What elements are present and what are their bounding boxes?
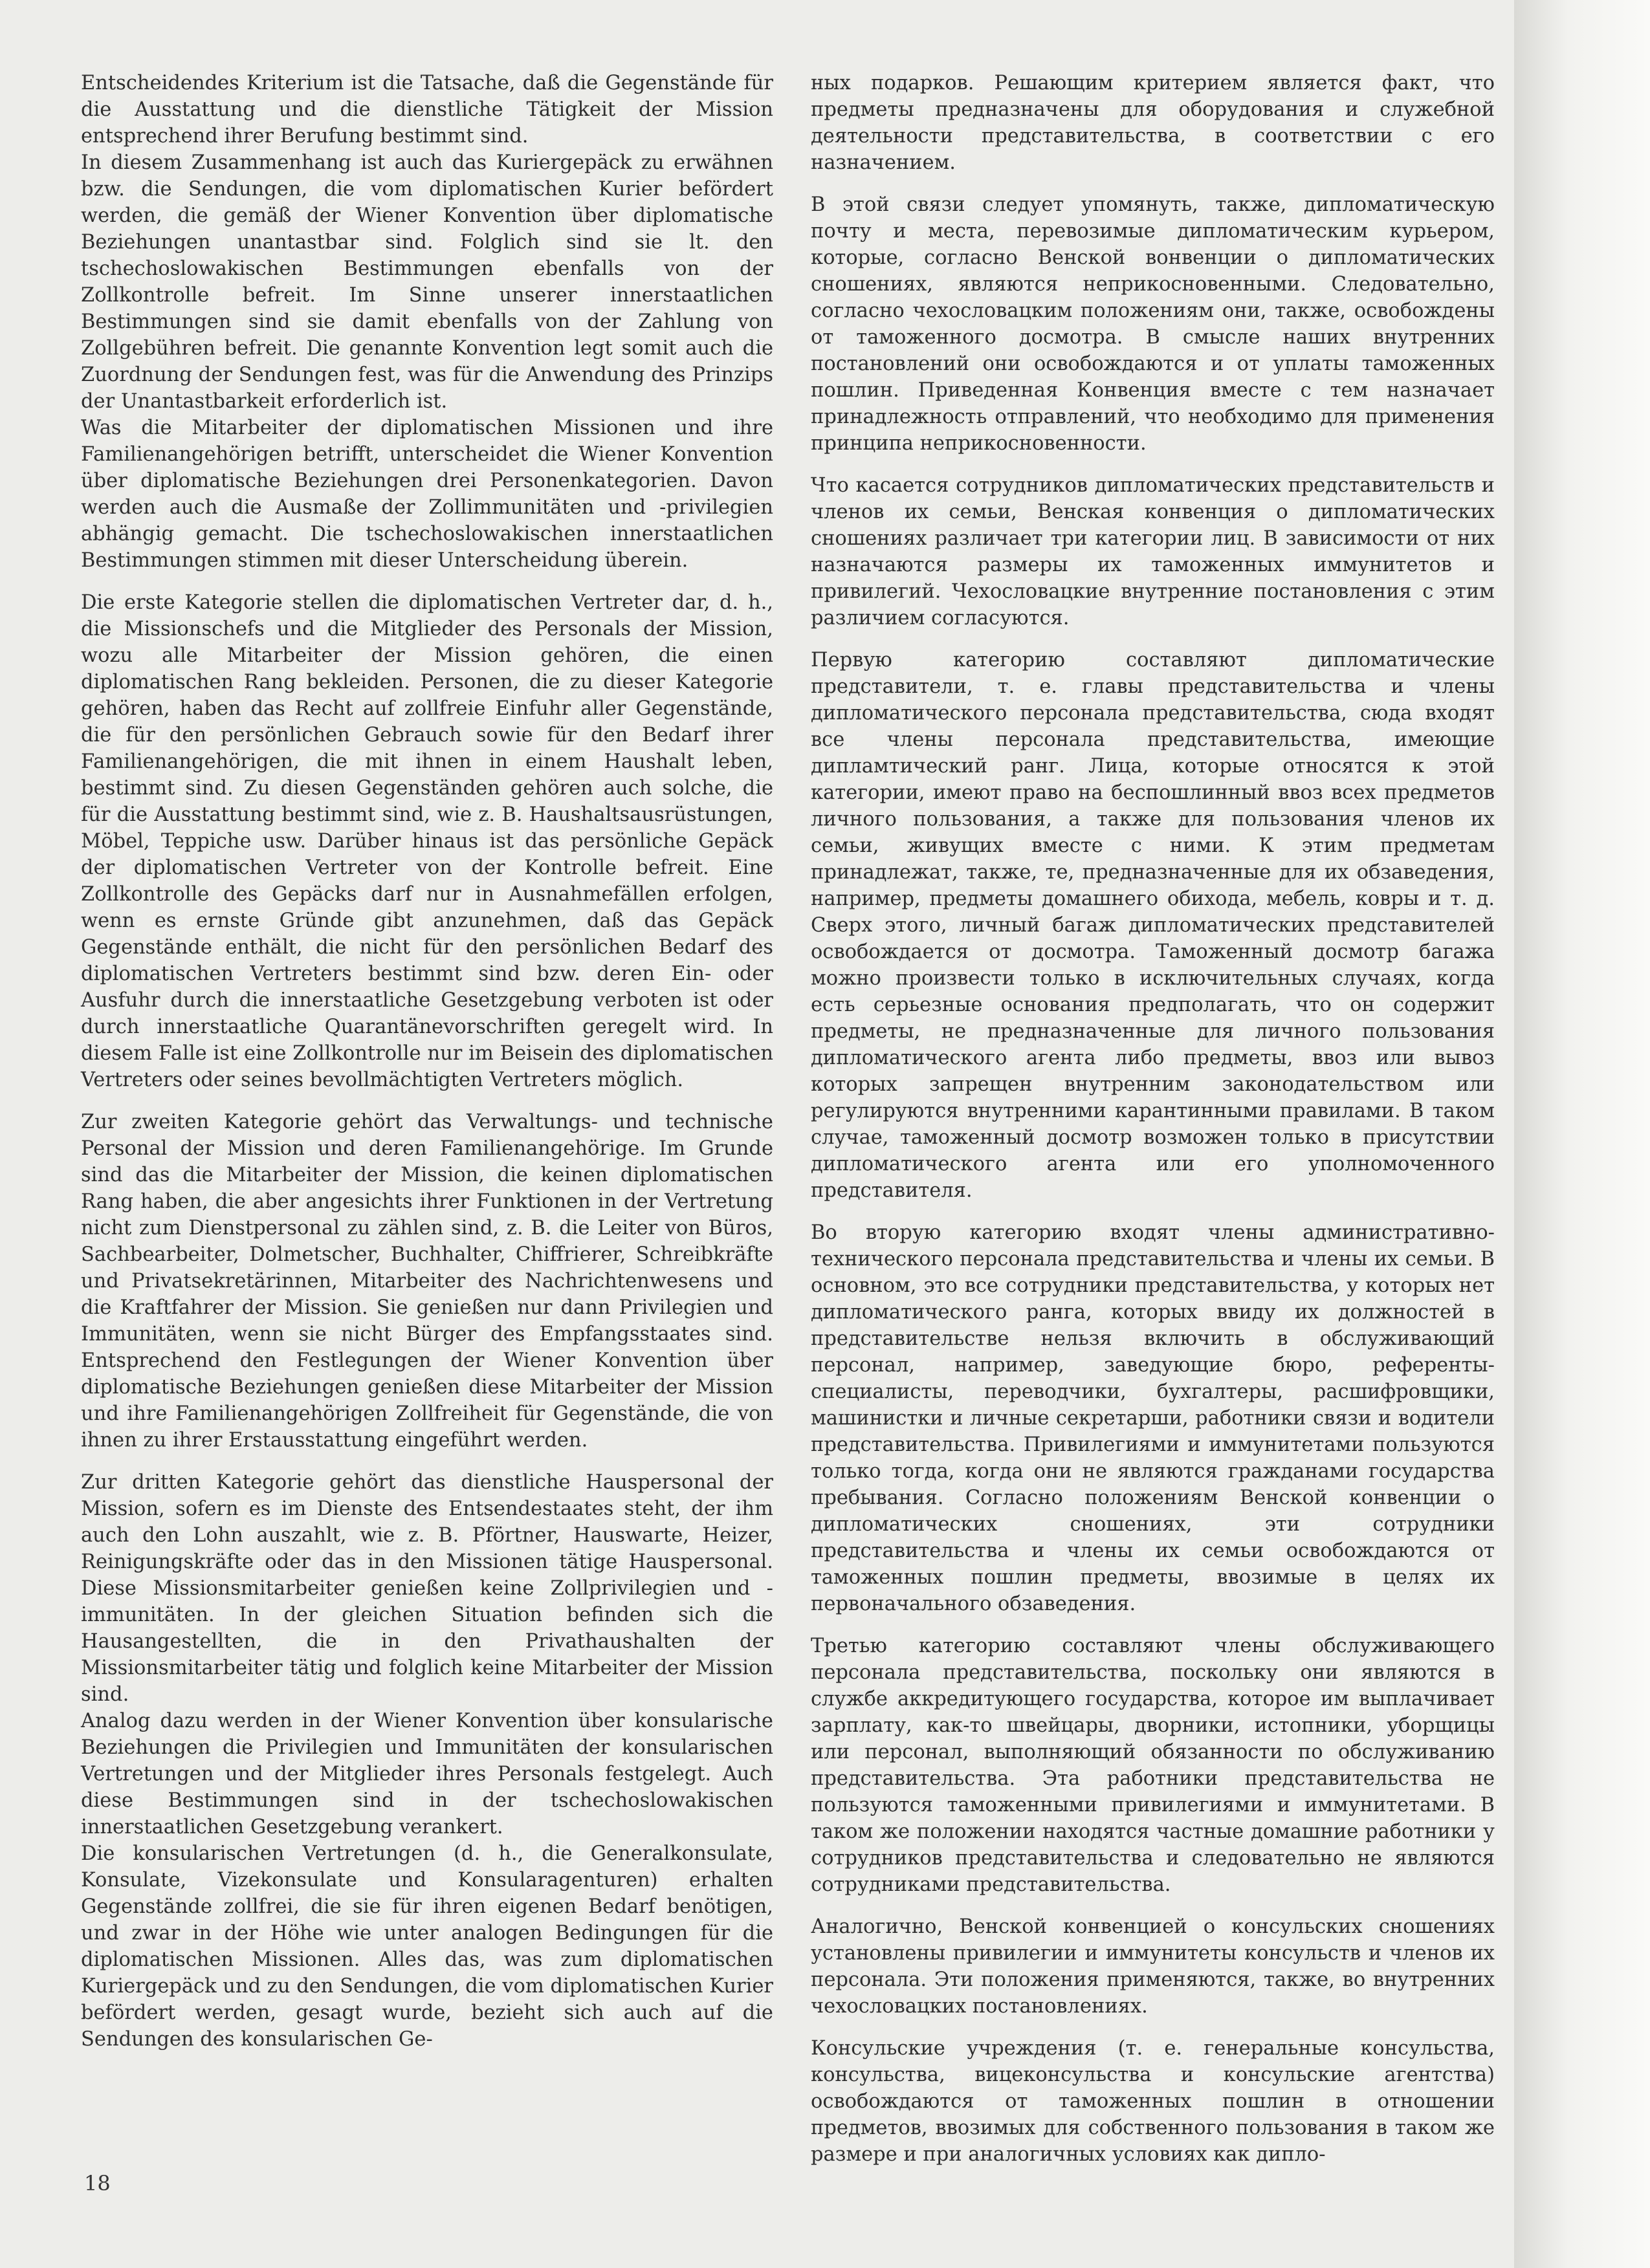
paragraph-ru-7: Аналогично, Венской конвенцией о консульских сношениях установлены привилегии и иммунитеты консульств и членов их персонала. Эти положения применяются, также, во внутренних чехословацких постановлениях. bbox=[811, 1915, 1495, 2018]
paragraph-ru-4: Первую категорию составляют дипломатические представители, т. е. главы представительства и члены дипломатического персонала представительства, сюда входят все члены персонала представительства, имеющие дипламтический ранг. Лица, которые относятся к этой категории, имеют право на беспошлинный ввоз всех предметов личного пользования, а также для пользования членов их семьи, живущих вместе с ними. К этим предметам принадлежат, также, те, предназначенные для их обзаведения, например, предметы домашнего обихода, мебель, ковры и т. д. Сверх этого, личный багаж дипломатических представителей освобождается от досмотра. Таможенный досмотр багажа можно произвести только в исключительных случаях, когда есть серьезные основания предполагать, что он содержит предметы, не предназначенные для личного пользования дипломатического агента либо предметы, ввоз или вывоз которых запрещен внутренним законодательством или регулируются внутренними карантинными правилами. В таком случае, таможенный досмотр возможен только в присутствии дипломатического агента или его уполномоченного представителя. bbox=[811, 649, 1495, 1202]
paragraph-ru-3: Что касается сотрудников дипломатических представительств и членов их семьи, Венская конвенция о дипломатических сношениях различает три категории лиц. В зависимости от них назначаются размеры их таможенных иммунитетов и привилегий. Чехословацкие внутренние постановления с этим различием согласуются. bbox=[811, 474, 1495, 629]
paragraph-ru-2: В этой связи следует упомянуть, также, дипломатическую почту и места, перевозимые дипломатическим курьером, которые, согласно Венской вонвенции о дипломатических сношениях, являются неприкосновенными. Следовательно, согласно чехословацким положениям они, также, освобождены от таможенного досмотра. В смысле наших внутренних постановлений они освобождаются и от уплаты таможенных пошлин. Приведенная Конвенция вместе с тем назначает принадлежность отправлений, что необходимо для применения принципа неприкосновенности. bbox=[811, 193, 1495, 455]
page-number: 18 bbox=[84, 2171, 111, 2196]
paragraph-de-1: Entscheidendes Kriterium ist die Tatsache, daß die Gegenstände für die Ausstattung und die dienstliche Tätigkeit der Mission entsprechend ihrer Berufung bestimmt sind. bbox=[81, 72, 773, 147]
paragraph-de-2: In diesem Zusammenhang ist auch das Kuriergepäck zu erwähnen bzw. die Sendungen, die vom diplomatischen Kurier befördert werden, die gemäß der Wiener Konvention über diplomatische Beziehungen unantastbar sind. Folglich sind sie lt. den tschechoslowakischen Bestimmungen ebenfalls von der Zollkontrolle befreit. Im Sinne unserer innerstaatlichen Bestimmungen sind sie damit ebenfalls von der Zahlung von Zollgebühren befreit. Die genannte Konvention legt somit auch die Zuordnung der Sendungen fest, was für die Anwendung des Prinzips der Unantastbarkeit erforderlich ist. bbox=[81, 151, 773, 413]
paragraph-ru-8: Консульские учреждения (т. е. генеральные консульства, консульства, вицеконсульства и консульские агентства) освобождаются от таможенных пошлин в отношении предметов, ввозимых для собственного пользования в таком же размере и при аналогичных условиях как дипло- bbox=[811, 2037, 1495, 2166]
paragraph-de-8: Die konsularischen Vertretungen (d. h., die Generalkonsulate, Konsulate, Vizekonsulate und Konsularagenturen) erhalten Gegenstände zollfrei, die sie für ihren eigenen Bedarf benötigen, und zwar in der Höhe wie unter analogen Bedingungen für die diplomatischen Missionen. Alles das, was zum diplomatischen Kuriergepäck und zu den Sendungen, die vom diplomatischen Kurier befördert werden, gesagt wurde, bezieht sich auch auf die Sendungen des konsularischen Ge- bbox=[81, 1842, 773, 2051]
paragraph-de-4: Die erste Kategorie stellen die diplomatischen Vertreter dar, d. h., die Missionschefs und die Mitglieder des Personals der Mission, wozu alle Mitarbeiter der Mission gehören, die einen diplomatischen Rang bekleiden. Personen, die zu dieser Kategorie gehören, haben das Recht auf zollfreie Einfuhr aller Gegenstände, die für den persönlichen Gebrauch sowie für den Bedarf ihrer Familienangehörigen, die mit ihnen in einem Haushalt leben, bestimmt sind. Zu diesen Gegenständen gehören auch solche, die für die Ausstattung bestimmt sind, wie z. B. Haushaltsausrüstungen, Möbel, Teppiche usw. Darüber hinaus ist das persönliche Gepäck der diplomatischen Vertreter von der Kontrolle befreit. Eine Zollkontrolle des Gepäcks darf nur in Ausnahmefällen erfolgen, wenn es ernste Gründe gibt anzunehmen, daß das Gepäck Gegenstände enthält, die nicht für den persönlichen Bedarf des diplomatischen Vertreters bestimmt sind bzw. deren Ein- oder Ausfuhr durch die innerstaatliche Gesetzgebung verboten ist oder durch innerstaatliche Quarantänevorschriften geregelt wird. In diesem Falle ist eine Zollkontrolle nur im Beisein des diplomatischen Vertreters oder seines bevollmächtigten Vertreters möglich. bbox=[81, 591, 773, 1091]
paragraph-de-5: Zur zweiten Kategorie gehört das Verwaltungs- und technische Personal der Mission und deren Familienangehörige. Im Grunde sind das die Mitarbeiter der Mission, die keinen diplomatischen Rang haben, die aber angesichts ihrer Funktionen in der Vertretung nicht zum Dienstpersonal zu zählen sind, z. B. die Leiter von Büros, Sachbearbeiter, Dolmetscher, Buchhalter, Chiffrierer, Schreibkräfte und Privatsekretärinnen, Mitarbeiter des Nachrichtenwesens und die Kraftfahrer der Mission. Sie genießen nur dann Privilegien und Immunitäten, wenn sie nicht Bürger des Empfangsstaates sind. Entsprechend den Festlegungen der Wiener Konvention über diplomatische Beziehungen genießen diese Mitarbeiter der Mission und ihre Familienangehörigen Zollfreiheit für Gegenstände, die von ihnen zu ihrer Erstausstattung eingeführt werden. bbox=[81, 1111, 773, 1452]
paragraph-de-7: Analog dazu werden in der Wiener Konvention über konsularische Beziehungen die Privilegien und Immunitäten der konsularischen Vertretungen und der Mitglieder ihres Personals festgelegt. Auch diese Bestimmungen sind in der tschechoslowakischen innerstaatlichen Gesetzgebung verankert. bbox=[81, 1710, 773, 1838]
german-text-column bbox=[81, 70, 773, 2068]
paragraph-ru-1: ных подарков. Решающим критерием является факт, что предметы предназначены для оборудования и служебной деятельности представительства, в соответствии с его назначением. bbox=[811, 72, 1495, 174]
scan-page-edge bbox=[1514, 0, 1650, 2268]
paragraph-de-6: Zur dritten Kategorie gehört das dienstliche Hauspersonal der Mission, sofern es im Dienste des Entsendestaates steht, der ihm auch den Lohn auszahlt, wie z. B. Pförtner, Hauswarte, Heizer, Reinigungskräfte oder das in den Missionen tätige Hauspersonal. Diese Missionsmitarbeiter genießen keine Zollprivilegien und -immunitäten. In der gleichen Situation befinden sich die Hausangestellten, die in den Privathaushalten der Missionsmitarbeiter tätig und folglich keine Mitarbeiter der Mission sind. bbox=[81, 1471, 773, 1706]
russian-text-column bbox=[811, 70, 1495, 2183]
paragraph-de-3: Was die Mitarbeiter der diplomatischen Missionen und ihre Familienangehörigen betrifft, unterscheidet die Wiener Konvention über diplomatische Beziehungen drei Personenkategorien. Davon werden auch die Ausmaße der Zollimmunitäten und -privilegien abhängig gemacht. Die tschechoslowakischen innerstaatlichen Bestimmungen stimmen mit dieser Unterscheidung überein. bbox=[81, 417, 773, 572]
paragraph-ru-5: Во вторую категорию входят члены административно-технического персонала представительства и члены их семьи. В основном, это все сотрудники представительства, у которых нет дипломатического ранга, которых ввиду их должностей в представительстве нельзя включить в обслуживающий персонал, например, заведующие бюро, референты-специалисты, переводчики, бухгалтеры, расшифровщики, машинистки и личные секретарши, работники связи и водители представительства. Привилегиями и иммунитетами пользуются только тогда, когда они не являются гражданами государства пребывания. Согласно положениям Венской конвенции о дипломатических сношениях, эти сотрудники представительства и члены их семьи освобождаются от таможенных пошлин предметы, ввозимые в целях их первоначального обзаведения. bbox=[811, 1221, 1495, 1615]
paragraph-ru-6: Третью категорию составляют члены обслуживающего персонала представительства, поскольку они являются в службе аккредитующего государства, которое им выплачивает зарплату, как-то швейцары, дворники, истопники, уборщицы или персонал, выполняющий обязанности по обслуживанию представительства. Эта работники представительства не пользуются таможенными привилегиями и иммунитетами. В таком же положении находятся частные домашние работники у сотрудников представительства и следовательно не являются сотрудниками представительства. bbox=[811, 1635, 1495, 1896]
